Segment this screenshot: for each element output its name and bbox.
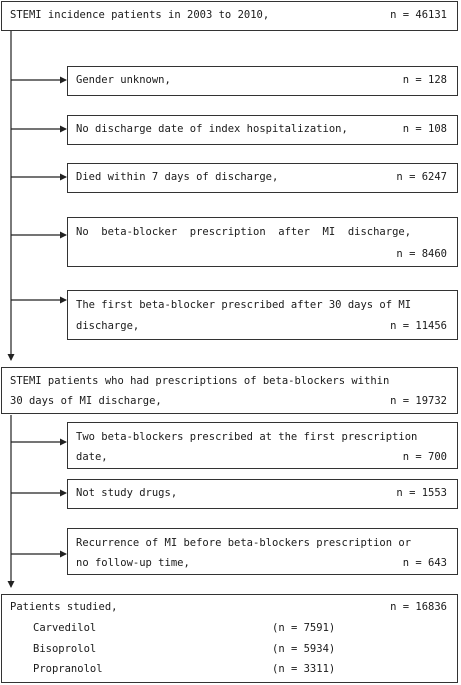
top-box-label: STEMI incidence patients in 2003 to 2010,: [10, 9, 270, 21]
exclusion-box-no-discharge: [67, 115, 458, 145]
exclusion-label: Not study drugs,: [76, 487, 178, 499]
exclusion-count: n = 11456: [390, 320, 447, 332]
middle-box-line-1: STEMI patients who had prescriptions of beta-blockers within: [10, 375, 390, 387]
exclusion-label-line-2: discharge,: [76, 320, 140, 332]
middle-box-count: n = 19732: [390, 395, 447, 407]
exclusion-count: n = 1553: [396, 487, 447, 499]
drug-name: Carvedilol: [33, 622, 97, 634]
drug-count: (n = 5934): [272, 643, 336, 655]
exclusion-count: n = 700: [402, 451, 447, 463]
exclusion-label: Gender unknown,: [76, 74, 171, 86]
exclusion-label: Died within 7 days of discharge,: [76, 171, 279, 183]
exclusion-count: n = 108: [402, 123, 447, 135]
middle-box: [1, 367, 458, 414]
drug-name: Propranolol: [33, 663, 103, 675]
exclusion-box-no-bb: [67, 217, 458, 267]
exclusion-label: No beta-blocker prescription after MI discharge,: [76, 226, 412, 238]
drug-name: Bisoprolol: [33, 643, 97, 655]
final-box: [1, 594, 458, 683]
exclusion-box-not-study: [67, 479, 458, 509]
top-box: [1, 1, 458, 31]
final-box-label: Patients studied,: [10, 601, 118, 613]
middle-box-line-2: 30 days of MI discharge,: [10, 395, 162, 407]
exclusion-count: n = 128: [402, 74, 447, 86]
top-box-count: n = 46131: [390, 9, 447, 21]
exclusion-label-line-1: Recurrence of MI before beta-blockers prescription or: [76, 537, 412, 549]
exclusion-label-line-2: date,: [76, 451, 108, 463]
exclusion-label-line-2: no follow-up time,: [76, 557, 190, 569]
exclusion-box-gender: [67, 66, 458, 96]
exclusion-label-line-1: Two beta-blockers prescribed at the first prescription: [76, 431, 418, 443]
exclusion-box-died: [67, 163, 458, 193]
exclusion-count: n = 643: [402, 557, 447, 569]
drug-count: (n = 3311): [272, 663, 336, 675]
exclusion-count: n = 6247: [396, 171, 447, 183]
exclusion-label: No discharge date of index hospitalization,: [76, 123, 348, 135]
exclusion-count: n = 8460: [396, 248, 447, 260]
final-box-count: n = 16836: [390, 601, 447, 613]
drug-count: (n = 7591): [272, 622, 336, 634]
exclusion-label-line-1: The first beta-blocker prescribed after 30 days of MI: [76, 299, 412, 311]
exclusion-box-late-bb: [67, 290, 458, 340]
exclusion-box-recurrence: [67, 528, 458, 575]
exclusion-box-two-bb: [67, 422, 458, 469]
